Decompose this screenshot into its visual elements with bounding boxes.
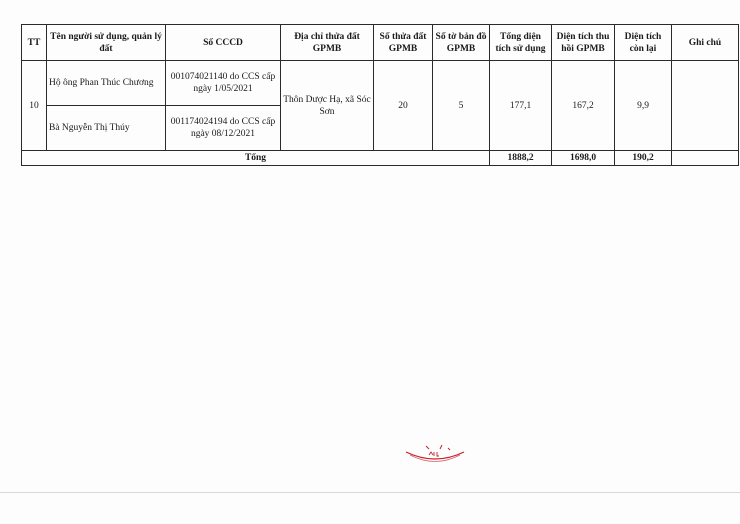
table-row bbox=[22, 61, 739, 106]
cell-owner-name: Bà Nguyễn Thị Thúy bbox=[47, 106, 166, 151]
total-remaining-area: 190,2 bbox=[615, 151, 672, 166]
red-seal-stamp-icon bbox=[404, 444, 466, 464]
header-total-area: Tổng diện tích sử dụng bbox=[490, 25, 552, 61]
cell-address: Thôn Dược Hạ, xã Sóc Sơn bbox=[281, 61, 374, 151]
land-recovery-table bbox=[21, 24, 739, 166]
header-recovered-area: Diện tích thu hồi GPMB bbox=[552, 25, 615, 61]
header-map-sheet: Số tờ bản đồ GPMB bbox=[433, 25, 490, 61]
header-owner: Tên người sử dụng, quản lý đất bbox=[47, 25, 166, 61]
total-row bbox=[22, 151, 739, 166]
header-row bbox=[22, 25, 739, 61]
header-note: Ghi chú bbox=[672, 25, 739, 61]
cell-recovered-area: 167,2 bbox=[552, 61, 615, 151]
header-cccd: Số CCCD bbox=[166, 25, 281, 61]
cell-tt: 10 bbox=[22, 61, 47, 151]
total-total-area: 1888,2 bbox=[490, 151, 552, 166]
header-address: Địa chỉ thửa đất GPMB bbox=[281, 25, 374, 61]
cell-map-sheet: 5 bbox=[433, 61, 490, 151]
cell-note bbox=[672, 61, 739, 151]
cell-remaining-area: 9,9 bbox=[615, 61, 672, 151]
header-parcel-no: Số thửa đất GPMB bbox=[374, 25, 433, 61]
cell-parcel-no: 20 bbox=[374, 61, 433, 151]
scan-edge-line bbox=[0, 492, 740, 493]
header-remaining-area: Diện tích còn lại bbox=[615, 25, 672, 61]
cell-total-area: 177,1 bbox=[490, 61, 552, 151]
cell-cccd: 001074021140 do CCS cấp ngày 1/05/2021 bbox=[166, 61, 281, 106]
cell-cccd: 001174024194 do CCS cấp ngày 08/12/2021 bbox=[166, 106, 281, 151]
total-label: Tổng bbox=[22, 151, 490, 166]
cell-owner-name: Hộ ông Phan Thúc Chương bbox=[47, 61, 166, 106]
header-tt: TT bbox=[22, 25, 47, 61]
total-recovered-area: 1698,0 bbox=[552, 151, 615, 166]
total-note bbox=[672, 151, 739, 166]
